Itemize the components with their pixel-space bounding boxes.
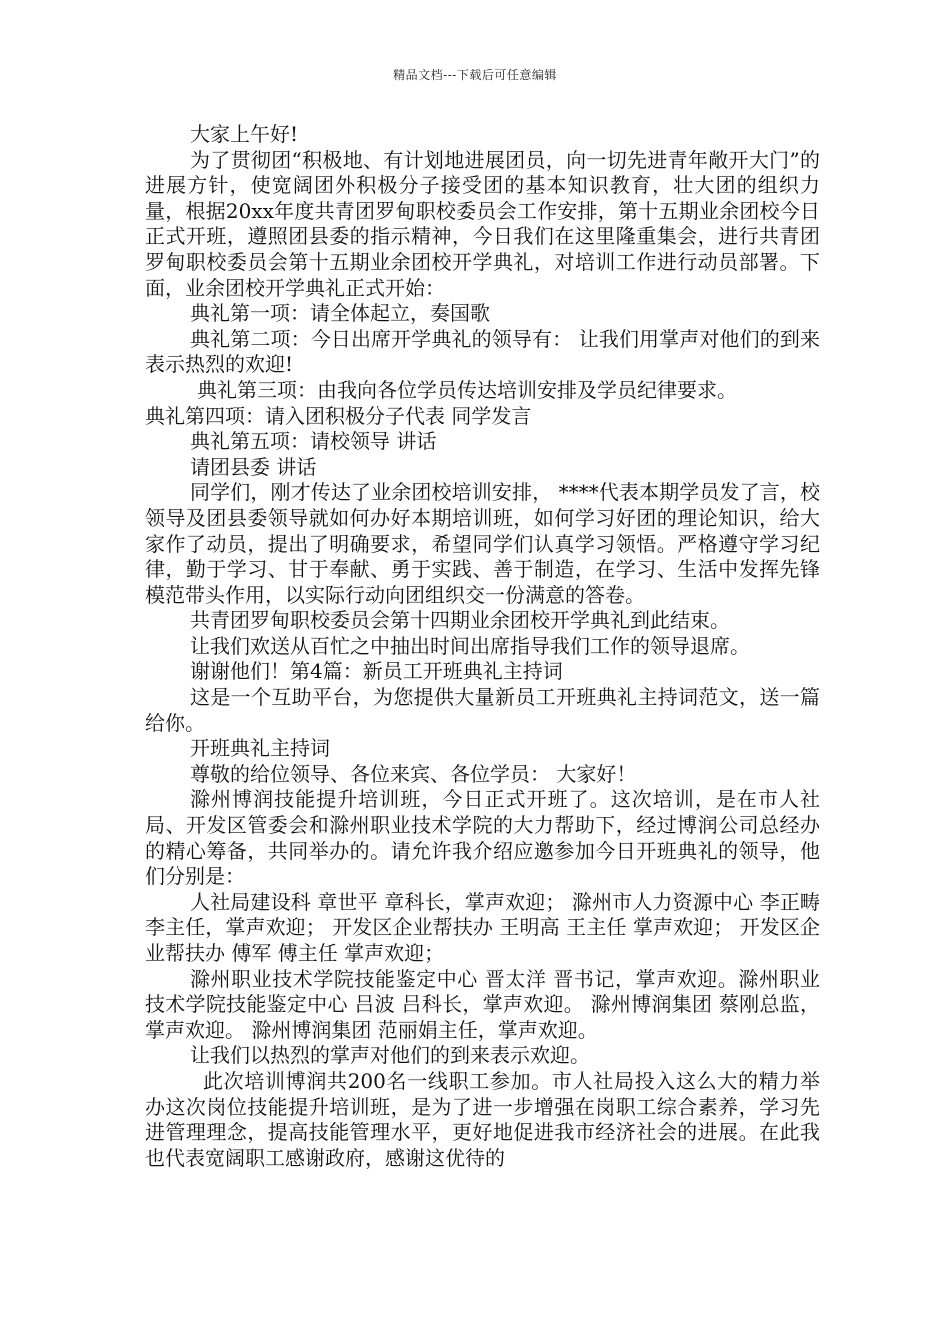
closing-paragraph: 共青团罗甸职校委员会第十四期业余团校开学典礼到此结束。 xyxy=(190,608,730,633)
thanks-paragraph: 谢谢他们！第4篇：新员工开班典礼主持词 xyxy=(190,659,563,684)
ceremony-item-3: 典礼第三项：由我向各位学员传达培训安排及学员纪律要求。 xyxy=(197,377,737,402)
document-body xyxy=(145,122,820,1171)
ceremony-item-2: 典礼第二项：今日出席开学典礼的领导有： 让我们用掌声对他们的到来表示热烈的欢迎! xyxy=(145,326,820,377)
opening-paragraph: 滁州博润技能提升培训班，今日正式开班了。这次培训，是在市人社局、开发区管委会和滁州职业技术学院的大力帮助下，经过博润公司总经办的精心筹备，共同举办的。请允许我介绍应邀参加今日开班典礼的领导，他们分别是： xyxy=(145,787,820,889)
county-committee-speech: 请团县委 讲话 xyxy=(190,454,317,479)
leaders-paragraph-2: 滁州职业技术学院技能鉴定中心 晋太洋 晋书记，掌声欢迎。滁州职业技术学院技能鉴定中心 吕波 吕科长，掌声欢迎。 滁州博润集团 蔡刚总监，掌声欢迎。 滁州博润集团 范丽娟主任，掌声欢迎。 xyxy=(145,966,820,1042)
platform-paragraph: 这是一个互助平台，为您提供大量新员工开班典礼主持词范文，送一篇给你。 xyxy=(145,685,820,735)
section-title: 开班典礼主持词 xyxy=(190,736,330,761)
ceremony-item-4: 典礼第四项：请入团积极分子代表 同学发言 xyxy=(145,403,532,428)
page-header: 精品文档---下载后可任意编辑 xyxy=(393,68,557,82)
salutation-paragraph: 尊敬的给位领导、各位来宾、各位学员： 大家好！ xyxy=(190,761,637,786)
greeting-paragraph: 大家上午好! xyxy=(190,122,299,146)
summary-paragraph: 同学们，刚才传达了业余团校培训安排， ****代表本期学员发了言，校领导及团县委领导就如何办好本期培训班，如何学习好团的理论知识，给大家作了动员，提出了明确要求，希望同学们认真学习领悟。严格遵守学习纪律，勤于学习、甘于奉献、勇于实践、善于制造，在学习、生活中发挥先锋模范带头作用，以实际行动向团组织交一份满意的答卷。 xyxy=(145,480,820,607)
training-paragraph: 此次培训博润共200名一线职工参加。市人社局投入这么大的精力举办这次岗位技能提升培训班，是为了进一步增强在岗职工综合素养，学习先进管理理念，提高技能管理水平，更好地促进我市经济社会的进展。在此我也代表宽阔职工感谢政府，感谢这优待的 xyxy=(145,1068,820,1170)
leaders-paragraph-1: 人社局建设科 章世平 章科长，掌声欢迎； 滁州市人力资源中心 李正畴 李主任，掌声欢迎； 开发区企业帮扶办 王明高 王主任 掌声欢迎； 开发区企业帮扶办 傅军 傅主任 掌声欢迎； xyxy=(145,889,820,965)
farewell-paragraph: 让我们欢送从百忙之中抽出时间出席指导我们工作的领导退席。 xyxy=(190,633,750,658)
ceremony-item-1: 典礼第一项：请全体起立，奏国歌 xyxy=(190,301,490,326)
intro-paragraph: 为了贯彻团“积极地、有计划地进展团员，向一切先进青年敞开大门”的进展方针，使宽阔团外积极分子接受团的基本知识教育，壮大团的组织力量，根据20xx年度共青团罗甸职校委员会工作安排，第十五期业余团校今日正式开班，遵照团县委的指示精神，今日我们在这里隆重集会，进行共青团罗甸职校委员会第十五期业余团校开学典礼，对培训工作进行动员部署。下面，业余团校开学典礼正式开始： xyxy=(145,147,820,300)
ceremony-item-5: 典礼第五项：请校领导 讲话 xyxy=(190,429,437,454)
welcome-paragraph: 让我们以热烈的掌声对他们的到来表示欢迎。 xyxy=(190,1043,590,1068)
